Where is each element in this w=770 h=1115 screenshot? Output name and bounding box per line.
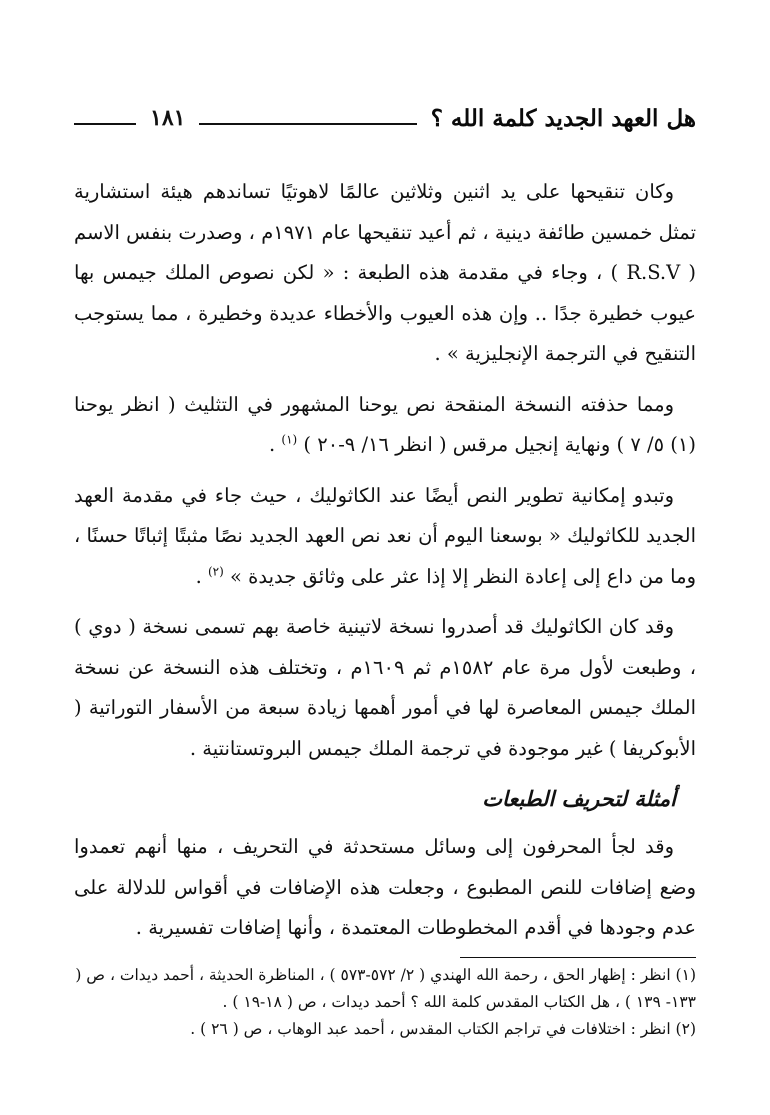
paragraph-3: وتبدو إمكانية تطوير النص أيضًا عند الكاثوليك ، حيث جاء في مقدمة العهد الجديد للكاثوليك « بوسعنا اليوم أن نعد نص العهد الجديد نصًا مثبتًا إثباتًا حسنًا ، وما من داع إلى إعادة النظر إلا إذا عثر على وثائق جديدة » $^{(٢)}$ .	[74, 483, 696, 588]
header-rule	[199, 123, 416, 125]
header-rule-end	[74, 123, 136, 125]
footnotes	[74, 962, 696, 1043]
footnote-2: (٢) انظر : اختلافات في تراجم الكتاب المقدس ، أحمد عبد الوهاب ، ص ( ٢٦ ) .	[190, 1020, 696, 1038]
footnote-ref-2: (٢)	[207, 564, 224, 578]
paragraph-3-text: وتبدو إمكانية تطوير النص أيضًا عند الكاثوليك ، حيث جاء في مقدمة العهد الجديد للكاثوليك « بوسعنا اليوم أن نعد نص العهد الجديد نصًا مثبتًا إثباتًا حسنًا ، وما من داع إلى إعادة النظر إلا إذا عثر على وثائق جديدة »	[74, 483, 696, 588]
section-heading: أمثلة لتحريف الطبعات	[482, 786, 676, 811]
footnote-1: (١) انظر : إظهار الحق ، رحمة الله الهندي ( ٢/ ٥٧٢-٥٧٣ ) ، المناظرة الحديثة ، أحمد ديدات ، ص ( ١٣٣- ١٣٩ ) ، هل الكتاب المقدس كلمة الله ؟ أحمد ديدات ، ص ( ١٨-١٩ ) .	[75, 966, 696, 1011]
header-title: هل العهد الجديد كلمة الله ؟	[430, 104, 696, 132]
footnote-ref-1: (١)	[281, 432, 298, 447]
footnote-divider	[460, 957, 696, 958]
paragraph-1: وكان تنقيحها على يد اثنين وثلاثين عالمًا لاهوتيًا تساندهم هيئة استشارية تمثل خمسين طائفة دينية ، ثم أعيد تنقيحها عام ١٩٧١م ، وصدرت بنفس الاسم ( R.S.V ) ، وجاء في مقدمة هذه الطبعة : « لكن نصوص الملك جيمس بها عيوب خطيرة جدًا .. وإن هذه العيوب والأخطاء عديدة وخطيرة ، مما يستوجب التنقيح في الترجمة الإنجليزية » .	[74, 180, 696, 365]
page-number: ١٨١	[150, 105, 186, 131]
running-header	[74, 96, 696, 140]
paragraph-4: وقد كان الكاثوليك قد أصدروا نسخة لاتينية خاصة بهم تسمى نسخة ( دوي ) ، وطبعت لأول مرة عام ١٥٨٢م ثم ١٦٠٩م ، وتختلف هذه النسخة عن نسخة الملك جيمس المعاصرة لها في أمور أهمها زيادة سبعة من الأسفار التوراتية ( الأبوكريفا ) غير موجودة في ترجمة الملك جيمس البروتستانتية .	[74, 615, 696, 760]
paragraph-2-text: ومما حذفته النسخة المنقحة نص يوحنا المشهور في التثليث ( انظر يوحنا (١) ٥/ ٧ ) ونهاية إنجيل مرقس ( انظر ١٦/ ٩-٢٠ )	[74, 392, 696, 456]
main-text	[74, 172, 696, 959]
paragraph-2: ومما حذفته النسخة المنقحة نص يوحنا المشهور في التثليث ( انظر يوحنا (١) ٥/ ٧ ) ونهاية إنجيل مرقس ( انظر ١٦/ ٩-٢٠ ) $^{(١)}$ .	[74, 392, 696, 456]
paragraph-5: وقد لجأ المحرفون إلى وسائل مستحدثة في التحريف ، منها أنهم تعمدوا وضع إضافات للنص المطبوع ، وجعلت هذه الإضافات في أقواس للدلالة على عدم وجودها في أقدم المخطوطات المعتمدة ، وأنها إضافات تفسيرية .	[74, 835, 696, 939]
